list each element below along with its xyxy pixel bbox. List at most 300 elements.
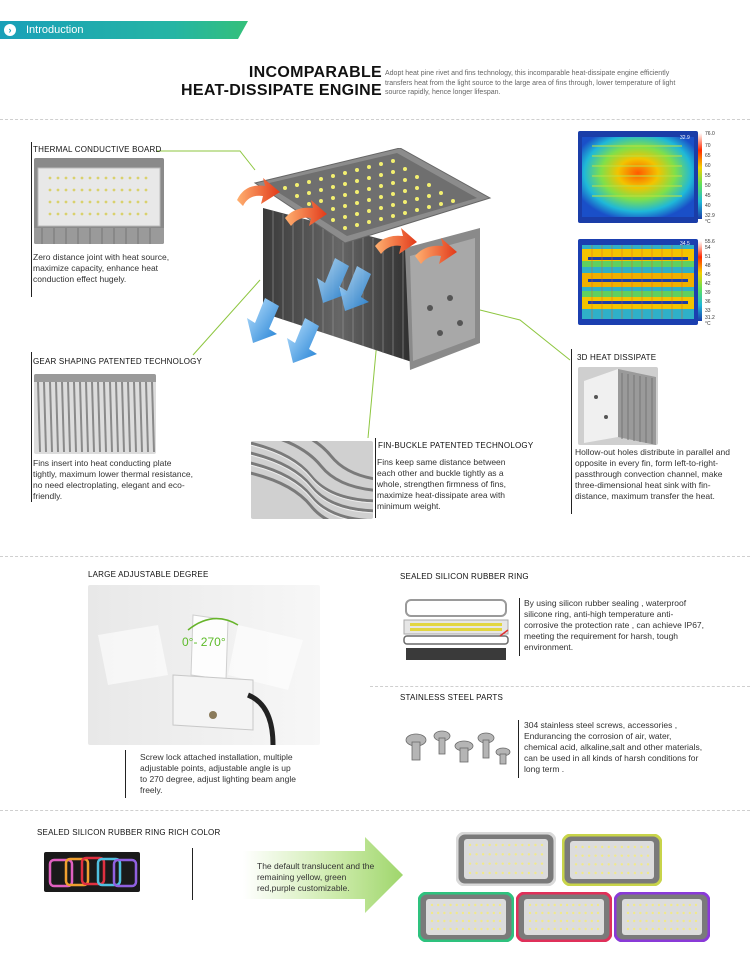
led-chip [575,846,577,848]
led-chip [634,846,636,848]
led-chip [541,912,543,914]
led-chip [474,920,476,922]
led-chip [658,912,660,914]
led-chip [572,912,574,914]
thermal-scale-bar-bottom [698,241,702,321]
led-chip [554,928,556,930]
led-chip [493,912,495,914]
led-chip [534,853,536,855]
rich-color-marker [192,848,193,900]
thermal-scale-tick: 50 [705,183,711,189]
led-chip [528,853,530,855]
led-chip [521,844,523,846]
led-chip [554,912,556,914]
led-chip [601,846,603,848]
led-chip [431,912,433,914]
rich-color-arrow [243,837,403,913]
thermal-board-text: Zero distance joint with heat source, maximize capacity, enhance heat conduction effect hugely. [33,252,170,284]
color-module-item [614,892,710,942]
led-chip [572,920,574,922]
led-chip [584,928,586,930]
led-chip [639,912,641,914]
led-chip [566,928,568,930]
adjustable-text: Screw lock attached installation, multiple adjustable points, adjustable angle is up to 270 degree, adjust lighting beam angle freely. [140,752,296,795]
led-chip [449,904,451,906]
led-chip [658,928,660,930]
angle-label: 0°- 270° [182,635,226,649]
led-chip [645,904,647,906]
led-chip [499,904,501,906]
floodlight-bracket-image [88,585,320,745]
led-chip [689,928,691,930]
sealed-ring-text: By using silicon rubber sealing , waterproof silicone ring, anti-high temperature anti-corrosive the protection rate , can achieve IP67, meeting the requirement for harsh, tough environment. [524,598,705,652]
hero-title-line1: INCOMPARABLE [248,64,382,81]
thermal-image-bottom [578,239,698,325]
thermal-bottom-corner: 34.5 [680,241,690,247]
fin-buckle-photo [251,441,373,519]
led-chip [597,912,599,914]
led-chip [480,920,482,922]
led-chip [597,920,599,922]
led-chip [614,854,616,856]
led-chip [584,920,586,922]
led-chip [676,928,678,930]
led-chip [443,904,445,906]
led-chip [521,853,523,855]
thermal-scale-tick: 51 [705,254,711,260]
led-chip [588,854,590,856]
led-chip [535,912,537,914]
led-chip [670,920,672,922]
color-module-list [410,830,750,967]
heatsink-3d-image [578,367,658,445]
stainless-marker [518,720,519,778]
led-chip [608,846,610,848]
rich-color-title: SEALED SILICON RUBBER RING RICH COLOR [37,828,221,837]
led-chip [647,854,649,856]
led-chip [541,853,543,855]
color-module-item [516,892,612,942]
led-chip [670,912,672,914]
led-chip [534,844,536,846]
led-chip [431,904,433,906]
thermal-board-title: THERMAL CONDUCTIVE BOARD [33,145,162,154]
led-chip [634,872,636,874]
led-chip [640,846,642,848]
led-chip [566,920,568,922]
led-chip [535,928,537,930]
led-chip [572,928,574,930]
led-chip [462,928,464,930]
led-chip [594,872,596,874]
led-chip [482,862,484,864]
stainless-text: 304 stainless steel screws, accessories , Endurancing the corrosion of air, water, chemical acid, alkaline,salt and other materials, can be used in all kinds of harsh conditions for long term . [524,720,703,774]
thermal-board-marker [31,142,32,297]
thermal-scale-unit: °C [705,219,711,225]
led-chip [633,904,635,906]
led-chip [627,846,629,848]
led-chip [575,863,577,865]
led-chip [449,928,451,930]
led-chip [682,904,684,906]
exploded-module-image [396,596,516,664]
led-chip [508,862,510,864]
chevron-right-icon: › [4,24,16,36]
led-chip [652,904,654,906]
led-chip [515,872,517,874]
led-chip [689,920,691,922]
led-chip [502,872,504,874]
led-board-image [34,158,164,244]
led-chip [601,863,603,865]
led-chip [581,846,583,848]
led-chip [456,920,458,922]
led-chip [515,844,517,846]
led-chip [515,862,517,864]
led-chip [502,853,504,855]
led-chip [594,863,596,865]
led-chip [462,912,464,914]
thermal-scale-max: 76.0 [705,131,715,137]
led-chip [541,862,543,864]
led-chip [528,872,530,874]
section-divider [0,556,750,557]
led-chip [431,920,433,922]
led-chip [468,904,470,906]
led-chip [627,920,629,922]
stainless-photo [398,718,514,770]
led-chip [639,920,641,922]
led-chip [676,912,678,914]
led-chip [521,862,523,864]
led-chip [601,872,603,874]
led-chip [578,928,580,930]
led-chip [474,928,476,930]
led-chip [578,904,580,906]
led-chip [482,853,484,855]
led-module-image [562,834,662,886]
led-chip [633,928,635,930]
thermal-scale-tick: 36 [705,299,711,305]
led-chip [443,920,445,922]
steel-screws-image [398,718,514,770]
led-chip [547,904,549,906]
led-chip [695,928,697,930]
sealed-ring-marker [519,598,520,656]
led-chip [627,854,629,856]
led-chip [647,863,649,865]
led-chip [508,844,510,846]
led-chip [493,920,495,922]
color-module-item [562,834,662,886]
thermal-scale-tick: 39 [705,290,711,296]
thermal-scale-tick: 60 [705,163,711,169]
led-chip [475,872,477,874]
thermal-board-photo [34,158,164,244]
led-chip [437,912,439,914]
led-chip [480,904,482,906]
adjustable-photo [88,585,320,745]
led-chip [554,920,556,922]
led-chip [566,912,568,914]
led-chip [475,844,477,846]
led-chip [495,862,497,864]
led-chip [676,920,678,922]
led-chip [591,912,593,914]
led-chip [462,920,464,922]
led-chip [554,904,556,906]
led-chip [560,904,562,906]
led-chip [633,920,635,922]
led-chip [468,920,470,922]
section-divider [370,686,750,687]
stainless-title: STAINLESS STEEL PARTS [400,693,504,702]
led-chip [560,928,562,930]
led-chip [495,844,497,846]
led-chip [521,872,523,874]
led-chip [443,912,445,914]
led-chip [529,912,531,914]
led-chip [695,904,697,906]
led-chip [640,854,642,856]
led-chip [682,912,684,914]
led-chip [601,854,603,856]
thermal-scale-tick: 42 [705,281,711,287]
thermal-scale-bar-top [698,133,702,219]
led-chip [456,904,458,906]
led-chip [529,920,531,922]
led-chip [591,928,593,930]
led-module-image [516,892,612,942]
led-chip [591,920,593,922]
led-chip [652,920,654,922]
thermal-heatmap-bottom [578,239,698,325]
led-chip [560,912,562,914]
led-chip [647,872,649,874]
led-chip [634,863,636,865]
led-chip [469,872,471,874]
led-chip [541,844,543,846]
gear-shaping-title: GEAR SHAPING PATENTED TECHNOLOGY [33,357,203,366]
thermal-image-top [578,131,698,223]
led-chip [488,844,490,846]
led-chip [652,928,654,930]
led-chip [535,904,537,906]
led-chip [474,904,476,906]
thermal-scale-tick: 55 [705,173,711,179]
led-chip [634,854,636,856]
led-chip [431,928,433,930]
led-chip [578,912,580,914]
led-chip [578,920,580,922]
gear-shaping-marker [31,352,32,502]
led-chip [456,912,458,914]
fin-buckle-title: FIN-BUCKLE PATENTED TECHNOLOGY [378,441,534,450]
led-chip [535,920,537,922]
led-chip [621,872,623,874]
led-chip [469,853,471,855]
fin-buckle-image [251,441,373,519]
led-chip [588,863,590,865]
led-chip [647,846,649,848]
led-chip [502,844,504,846]
led-chip [547,920,549,922]
section-divider [0,810,750,811]
led-chip [493,928,495,930]
led-chip [468,912,470,914]
led-chip [689,912,691,914]
led-chip [493,904,495,906]
led-chip [486,912,488,914]
fin-buckle-text: Fins keep same distance between each other and buckle tightly as a whole, strengthen firmness of fins, maximize heat-dissipate area with minimum weight. [377,457,506,511]
led-chip [499,920,501,922]
led-chip [482,844,484,846]
led-chip [486,904,488,906]
led-chip [664,928,666,930]
led-chip [614,863,616,865]
led-chip [581,872,583,874]
color-module-item [418,892,514,942]
led-chip [608,872,610,874]
led-chip [541,928,543,930]
led-chip [449,912,451,914]
led-chip [640,872,642,874]
led-chip [474,912,476,914]
led-chip [528,862,530,864]
led-chip [495,872,497,874]
led-chip [689,904,691,906]
adjustable-marker [125,750,126,798]
led-chip [449,920,451,922]
thermal-scale-bottom [698,239,728,329]
led-chip [627,872,629,874]
thermal-scale-tick: 33 [705,308,711,314]
led-chip [639,928,641,930]
led-chip [645,912,647,914]
led-chip [502,862,504,864]
led-chip [443,928,445,930]
led-chip [621,863,623,865]
led-chip [469,844,471,846]
led-chip [608,863,610,865]
led-chip [645,920,647,922]
thermal-scale-min: 31.2 [705,315,715,321]
thermal-scale-tick: 48 [705,263,711,269]
color-rings-image [44,852,140,892]
led-chip [664,912,666,914]
led-chip [475,853,477,855]
led-chip [627,912,629,914]
led-chip [499,912,501,914]
led-chip [437,920,439,922]
led-chip [695,912,697,914]
led-chip [547,912,549,914]
color-module-item [456,832,556,886]
color-rings-photo [44,852,140,892]
led-chip [664,904,666,906]
sealed-ring-title: SEALED SILICON RUBBER RING [400,572,529,581]
led-chip [541,904,543,906]
led-chip [437,928,439,930]
led-chip [614,872,616,874]
led-chip [608,854,610,856]
thermal-scale-unit: °C [705,321,711,327]
intro-tab-label: Introduction [26,24,84,36]
led-chip [652,912,654,914]
led-chip [627,928,629,930]
thermal-scale-max: 55.6 [705,239,715,245]
led-chip [621,854,623,856]
led-chip [581,863,583,865]
led-module-image [456,832,556,886]
thermal-scale-min: 32.9 [705,213,715,219]
led-chip [627,863,629,865]
led-chip [475,862,477,864]
heat-3d-marker [571,349,572,514]
heat-3d-text: Hollow-out holes distribute in parallel and opposite in every fin, form left-to-right-passthrough convection channel, make three-dimensional heat sink with fin-distance, maximum transfer the heat. [575,447,730,501]
thermal-scale-tick: 45 [705,193,711,199]
led-chip [488,862,490,864]
led-chip [499,928,501,930]
led-chip [588,846,590,848]
thermal-scale-tick: 54 [705,245,711,251]
thermal-scale-tick: 40 [705,203,711,209]
led-chip [676,904,678,906]
led-chip [534,872,536,874]
led-chip [529,928,531,930]
adjustable-title: LARGE ADJUSTABLE DEGREE [88,570,209,579]
led-chip [508,853,510,855]
led-chip [437,904,439,906]
led-chip [639,904,641,906]
heat-engine-illustration [225,148,495,373]
led-chip [529,904,531,906]
led-chip [597,928,599,930]
led-chip [508,872,510,874]
led-chip [594,846,596,848]
led-chip [594,854,596,856]
led-chip [682,920,684,922]
thermal-top-corner: 32.9 [680,135,690,141]
led-chip [621,846,623,848]
led-chip [597,904,599,906]
led-chip [588,872,590,874]
led-chip [614,846,616,848]
led-module-image [614,892,710,942]
led-chip [488,853,490,855]
led-chip [482,872,484,874]
led-chip [486,920,488,922]
led-chip [547,928,549,930]
thermal-scale-top [698,131,728,223]
led-chip [488,872,490,874]
led-module-image [418,892,514,942]
led-chip [584,912,586,914]
led-chip [541,872,543,874]
led-chip [591,904,593,906]
heatsink-image [225,148,495,373]
led-chip [640,863,642,865]
led-chip [575,872,577,874]
led-chip [572,904,574,906]
fins-closeup-image [34,374,156,454]
fin-buckle-marker [375,438,376,518]
led-chip [486,928,488,930]
led-chip [566,904,568,906]
led-chip [584,904,586,906]
led-chip [645,928,647,930]
led-chip [575,854,577,856]
